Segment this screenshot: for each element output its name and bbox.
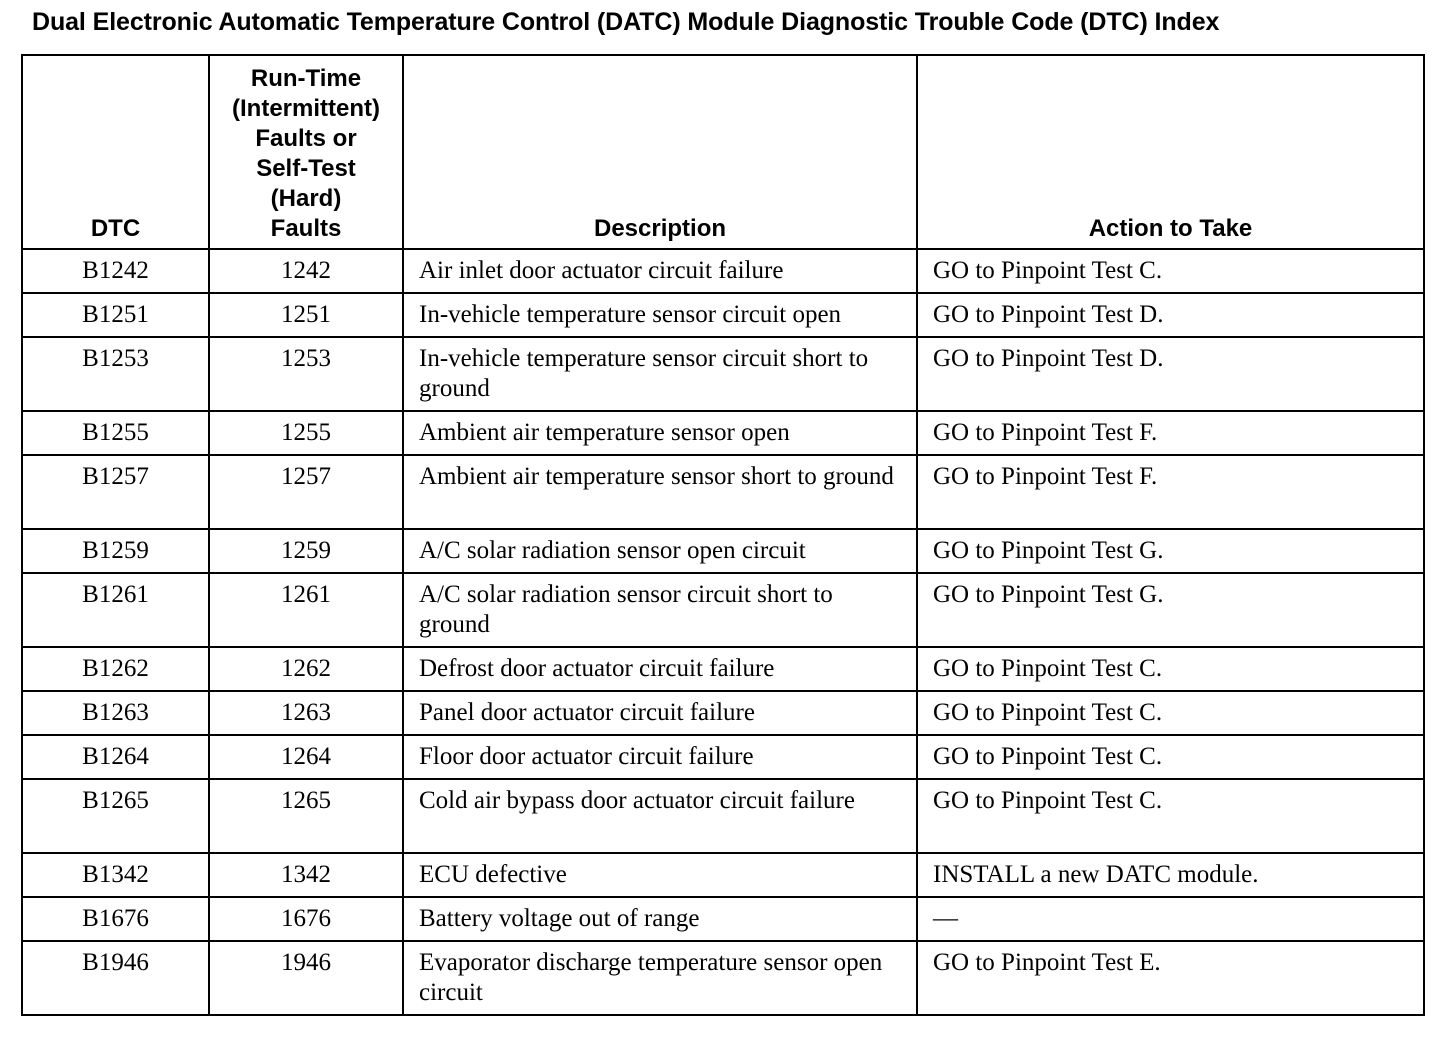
- dtc-cell: B1342: [22, 853, 209, 897]
- action-cell: GO to Pinpoint Test E.: [917, 941, 1424, 1015]
- dtc-cell: B1255: [22, 411, 209, 455]
- action-cell: GO to Pinpoint Test C.: [917, 735, 1424, 779]
- table-row: [22, 779, 1424, 853]
- table-row: [22, 735, 1424, 779]
- table-row: [22, 411, 1424, 455]
- fault-cell: 1259: [209, 529, 403, 573]
- description-cell: Cold air bypass door actuator circuit failure: [403, 779, 917, 853]
- description-cell: Ambient air temperature sensor open: [403, 411, 917, 455]
- description-cell: A/C solar radiation sensor circuit short to ground: [403, 573, 917, 647]
- table-row: [22, 293, 1424, 337]
- description-cell: Battery voltage out of range: [403, 897, 917, 941]
- description-cell: In-vehicle temperature sensor circuit short to ground: [403, 337, 917, 411]
- fault-cell: 1676: [209, 897, 403, 941]
- description-cell: Defrost door actuator circuit failure: [403, 647, 917, 691]
- fault-cell: 1264: [209, 735, 403, 779]
- dtc-cell: B1264: [22, 735, 209, 779]
- dtc-cell: B1946: [22, 941, 209, 1015]
- fault-cell: 1261: [209, 573, 403, 647]
- dtc-cell: B1251: [22, 293, 209, 337]
- header-action: Action to Take: [917, 55, 1424, 249]
- fault-cell: 1263: [209, 691, 403, 735]
- dtc-cell: B1676: [22, 897, 209, 941]
- description-cell: In-vehicle temperature sensor circuit open: [403, 293, 917, 337]
- fault-cell: 1262: [209, 647, 403, 691]
- action-cell: —: [917, 897, 1424, 941]
- action-cell: GO to Pinpoint Test C.: [917, 691, 1424, 735]
- description-cell: A/C solar radiation sensor open circuit: [403, 529, 917, 573]
- header-dtc: DTC: [22, 55, 209, 249]
- fault-cell: 1255: [209, 411, 403, 455]
- description-cell: ECU defective: [403, 853, 917, 897]
- header-description: Description: [403, 55, 917, 249]
- dtc-cell: B1242: [22, 249, 209, 293]
- action-cell: GO to Pinpoint Test F.: [917, 455, 1424, 529]
- description-cell: Evaporator discharge temperature sensor open circuit: [403, 941, 917, 1015]
- action-cell: GO to Pinpoint Test C.: [917, 779, 1424, 853]
- fault-cell: 1257: [209, 455, 403, 529]
- description-cell: Ambient air temperature sensor short to ground: [403, 455, 917, 529]
- action-cell: GO to Pinpoint Test D.: [917, 337, 1424, 411]
- description-cell: Panel door actuator circuit failure: [403, 691, 917, 735]
- fault-cell: 1265: [209, 779, 403, 853]
- table-row: [22, 647, 1424, 691]
- table-row: [22, 529, 1424, 573]
- fault-cell: 1342: [209, 853, 403, 897]
- action-cell: GO to Pinpoint Test G.: [917, 573, 1424, 647]
- dtc-cell: B1262: [22, 647, 209, 691]
- dtc-cell: B1257: [22, 455, 209, 529]
- table-row: [22, 897, 1424, 941]
- action-cell: GO to Pinpoint Test D.: [917, 293, 1424, 337]
- fault-cell: 1253: [209, 337, 403, 411]
- action-cell: GO to Pinpoint Test F.: [917, 411, 1424, 455]
- description-cell: Air inlet door actuator circuit failure: [403, 249, 917, 293]
- fault-cell: 1251: [209, 293, 403, 337]
- action-cell: GO to Pinpoint Test C.: [917, 249, 1424, 293]
- dtc-cell: B1259: [22, 529, 209, 573]
- table-row: [22, 941, 1424, 1015]
- table-row: [22, 853, 1424, 897]
- header-runtime-faults: Run-Time (Intermittent) Faults or Self-Test (Hard) Faults: [209, 55, 403, 249]
- action-cell: INSTALL a new DATC module.: [917, 853, 1424, 897]
- table-row: [22, 573, 1424, 647]
- action-cell: GO to Pinpoint Test C.: [917, 647, 1424, 691]
- action-cell: GO to Pinpoint Test G.: [917, 529, 1424, 573]
- dtc-index-table: [21, 54, 1425, 1016]
- dtc-cell: B1253: [22, 337, 209, 411]
- description-cell: Floor door actuator circuit failure: [403, 735, 917, 779]
- dtc-cell: B1263: [22, 691, 209, 735]
- page-title: Dual Electronic Automatic Temperature Control (DATC) Module Diagnostic Trouble Code (DTC) Index: [32, 8, 1220, 36]
- table-row: [22, 249, 1424, 293]
- dtc-cell: B1261: [22, 573, 209, 647]
- table-row: [22, 337, 1424, 411]
- fault-cell: 1946: [209, 941, 403, 1015]
- table-row: [22, 455, 1424, 529]
- table-row: [22, 691, 1424, 735]
- fault-cell: 1242: [209, 249, 403, 293]
- table-header-row: [22, 55, 1424, 249]
- dtc-cell: B1265: [22, 779, 209, 853]
